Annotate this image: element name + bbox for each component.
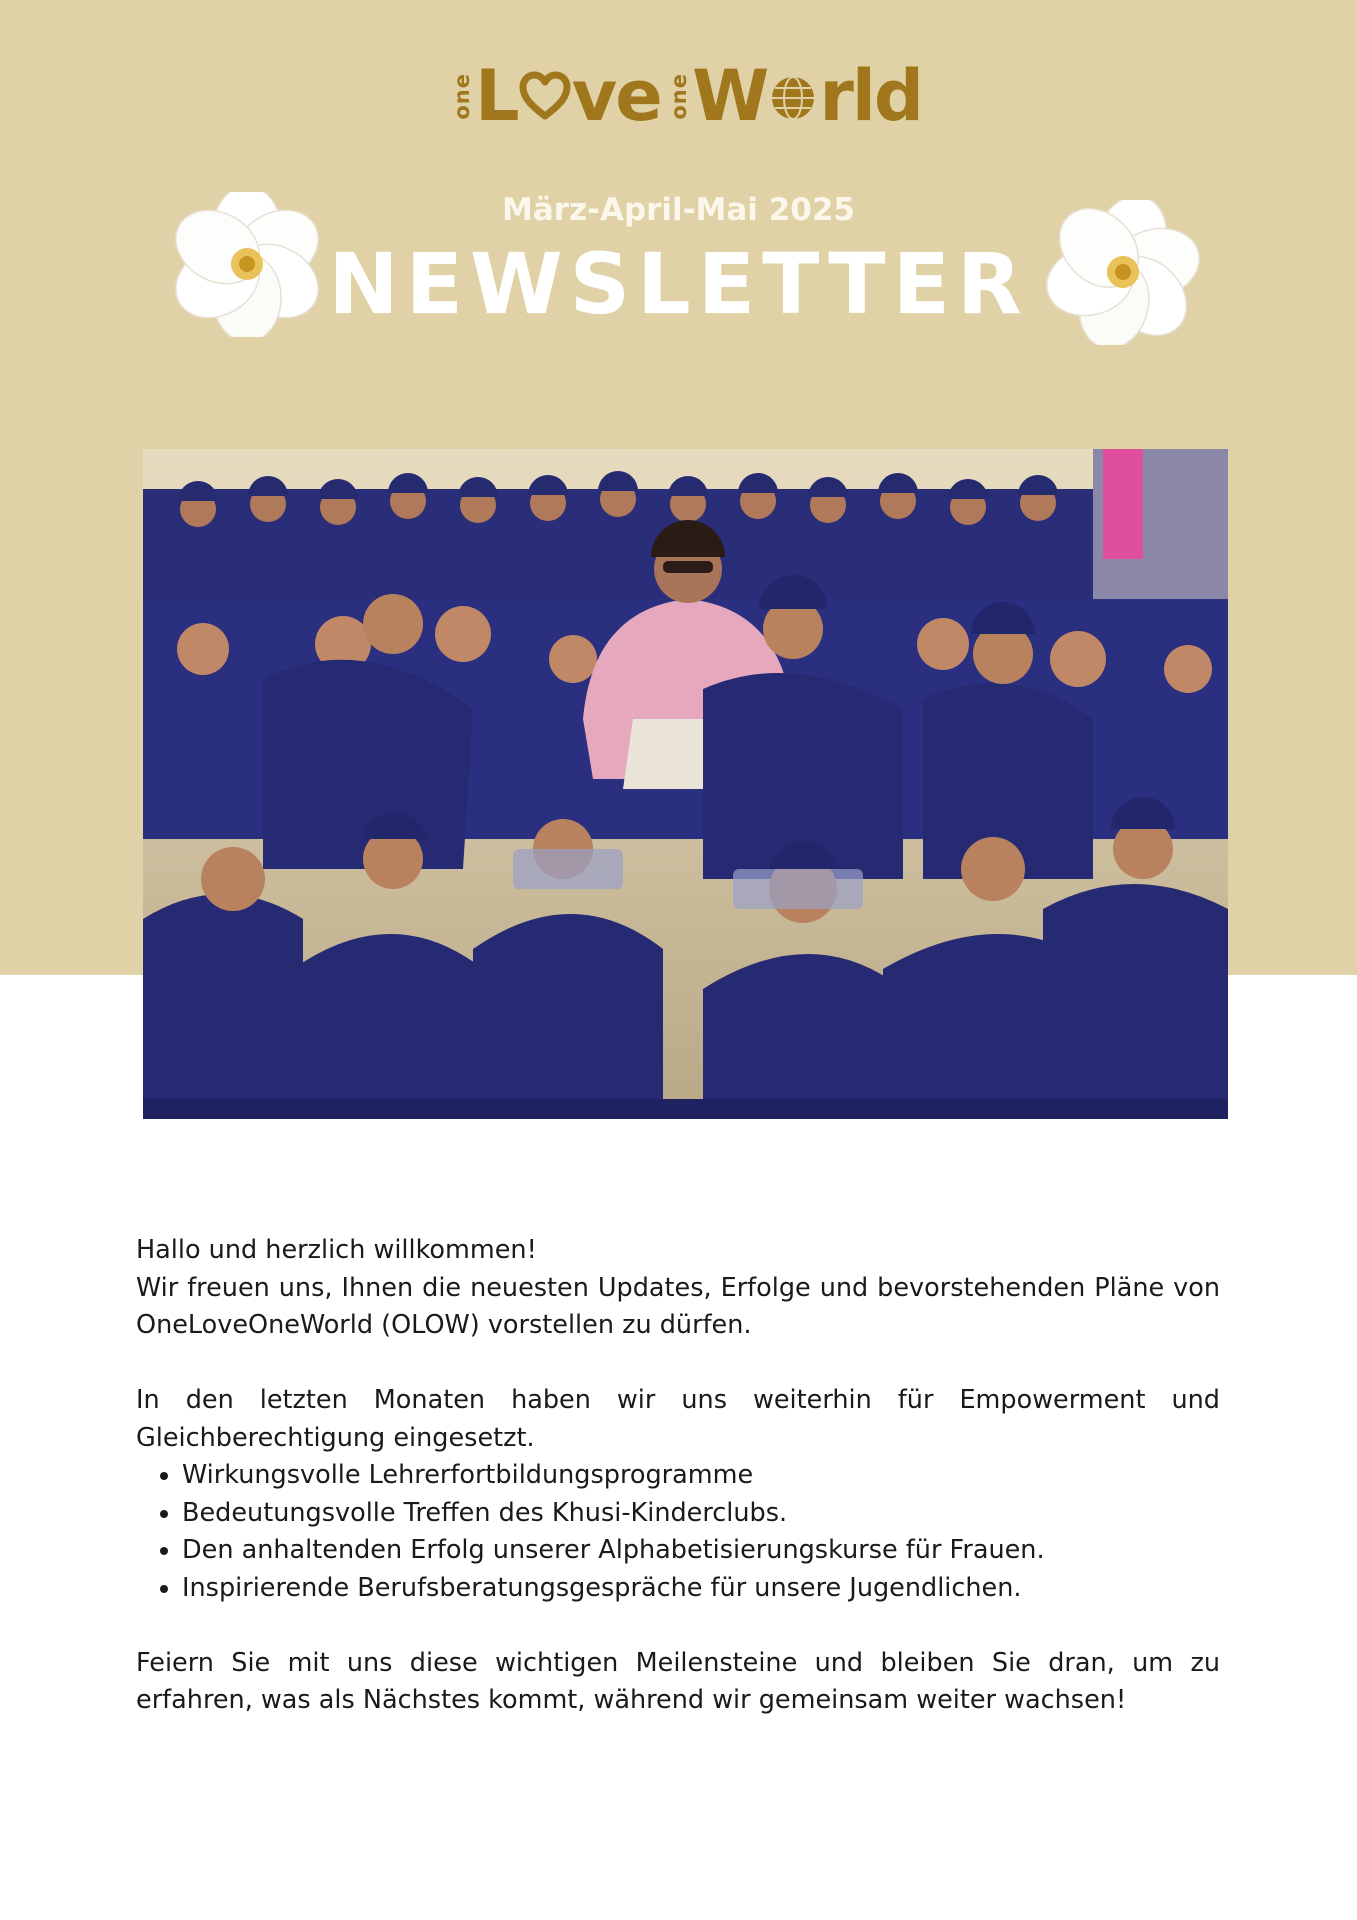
list-item: • Inspirierende Berufsberatungsgespräche für unsere Jugendlichen.: [182, 1570, 1220, 1608]
intro-text: Wir freuen uns, Ihnen die neuesten Updates, Erfolge und bevorstehenden Pläne von OneLoveOneWorld (OLOW) vorstellen zu dürfen.: [136, 1272, 1220, 1340]
white-flower-icon: [167, 192, 327, 337]
list-item: • Den anhaltenden Erfolg unserer Alphabetisierungskurse für Frauen.: [182, 1532, 1220, 1570]
greeting-text: Hallo und herzlich willkommen!: [136, 1235, 537, 1265]
highlights-list: [136, 1457, 1220, 1607]
list-item: • Bedeutungsvolle Treffen des Khusi-Kinderclubs.: [182, 1495, 1220, 1533]
white-flower-icon: [1045, 200, 1205, 345]
closing-text: Feiern Sie mit uns diese wichtigen Meilensteine und bleiben Sie dran, um zu erfahren, was als Nächstes kommt, während wir gemeinsam weiter wachsen!: [136, 1647, 1220, 1715]
globe-icon: [768, 71, 818, 121]
group-photo-schoolchildren: [143, 449, 1228, 1119]
logo-one-text: one: [450, 72, 474, 120]
heart-icon: [519, 70, 571, 122]
onelove-oneworld-logo: [452, 48, 922, 144]
logo-one-text: one: [667, 72, 692, 120]
empowerment-paragraph: In den letzten Monaten haben wir uns weiterhin für Empowerment und Gleichberechtigung eingesetzt.: [136, 1385, 1220, 1453]
logo-world-text: W rld: [692, 55, 922, 137]
newsletter-body: [136, 1232, 1220, 1720]
photo-illustration: [143, 449, 1228, 1119]
newsletter-title: NEWSLETTER: [328, 235, 1029, 333]
list-item: • Wirkungsvolle Lehrerfortbildungsprogramme: [182, 1457, 1220, 1495]
newsletter-date: März-April-Mai 2025: [501, 192, 856, 228]
logo-love-text: L ve: [475, 55, 661, 137]
